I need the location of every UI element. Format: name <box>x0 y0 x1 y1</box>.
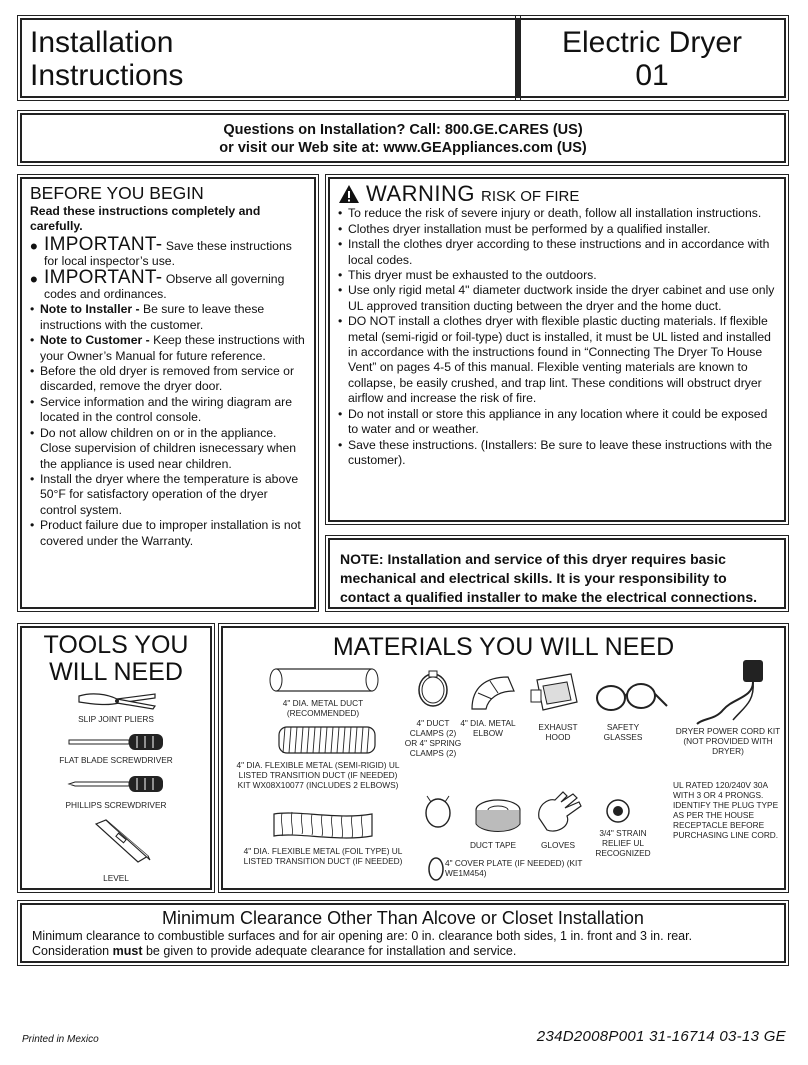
materials-title: MATERIALS YOU WILL NEED <box>332 633 675 661</box>
clamps-label: 4" DUCT CLAMPS (2) OR 4" SPRING CLAMPS (2) <box>404 718 462 758</box>
duct-clamp-icon <box>415 670 451 710</box>
tool-label: LEVEL <box>103 873 129 883</box>
duct-tape-icon <box>473 796 523 838</box>
clearance-emphasis: must <box>112 944 143 958</box>
metal-elbow-icon <box>468 673 518 713</box>
clearance-section <box>20 903 786 963</box>
tool-label: FLAT BLADE SCREWDRIVER <box>59 755 173 765</box>
clearance-text: be given to provide adequate clearance for installation and service. <box>145 944 517 958</box>
before-list <box>30 233 306 549</box>
safety-glasses-icon <box>593 680 669 714</box>
list-item: • Service information and the wiring diagram are located in the control console. <box>30 395 306 426</box>
strain-relief-label: 3/4" STRAIN RELIEF UL RECOGNIZED <box>595 828 651 858</box>
list-item: • To reduce the risk of severe injury or death, follow all installation instructions. <box>338 206 776 221</box>
foil-duct-label: 4" DIA. FLEXIBLE METAL (FOIL TYPE) UL LISTED TRANSITION DUCT (IF NEEDED) <box>243 846 403 866</box>
header-product-box <box>518 18 786 98</box>
cover-plate-label: 4" COVER PLATE (IF NEEDED) (KIT WE1M454) <box>445 858 583 878</box>
level-icon <box>92 818 152 868</box>
cord-note-label: UL RATED 120/240V 30A WITH 3 OR 4 PRONGS. IDENTIFY THE PLUG TYPE AS PER THE HOUSE RECEPTACLE BEFORE PURCHASING LINE CORD. <box>673 780 779 840</box>
elbow-label: 4" DIA. METAL ELBOW <box>460 718 516 738</box>
gloves-icon <box>533 788 589 838</box>
note-text: Be sure to leave these instructions with the customer. <box>40 302 265 332</box>
product-line-1: Electric Dryer <box>561 26 742 59</box>
important-label: IMPORTANT- <box>44 233 163 255</box>
list-item: • Clothes dryer installation must be performed by a qualified installer. <box>338 222 776 237</box>
warning-list <box>338 206 776 468</box>
note-installer <box>30 302 306 333</box>
questions-line-2: or visit our Web site at: www.GEAppliances.com (US) <box>219 140 587 156</box>
header-title-box <box>20 18 518 98</box>
clearance-text: Consideration <box>32 944 110 958</box>
note-label: Note to Installer - <box>40 302 140 317</box>
before-you-begin-section <box>20 177 316 609</box>
exhaust-hood-icon <box>531 672 581 714</box>
tools-title <box>22 632 210 686</box>
list-item: • Do not allow children on or in the appliance. Close supervision of children isnecessary when the appliance is used near children. <box>30 426 306 472</box>
tools-title-line-1: TOOLS YOU <box>43 631 189 659</box>
warning-heading <box>338 183 776 204</box>
note-customer <box>30 333 306 364</box>
questions-box <box>20 113 786 163</box>
before-intro: Read these instructions completely and carefully. <box>30 204 261 234</box>
glasses-label: SAFETY GLASSES <box>603 722 643 742</box>
important-label: IMPORTANT- <box>44 266 163 288</box>
power-cord-icon <box>693 658 773 730</box>
clearance-line-2 <box>32 944 774 959</box>
warning-word: WARNING <box>366 181 476 206</box>
gloves-label: GLOVES <box>540 840 576 850</box>
product-name <box>520 26 784 92</box>
materials-section <box>221 626 786 890</box>
note-text: Keep these instructions with your Owner’s Manual for future reference. <box>40 333 305 363</box>
rigid-duct-label: 4" DIA. METAL DUCT (RECOMMENDED) <box>282 698 364 718</box>
list-item: • Install the clothes dryer according to these instructions and in accordance with local codes. <box>338 237 776 268</box>
note-label: Note to Customer - <box>40 333 150 348</box>
questions-line-1: Questions on Installation? Call: 800.GE.CARES (US) <box>223 122 583 138</box>
title-line-1: Installation <box>30 26 174 59</box>
list-item: • Use only rigid metal 4" diameter ductwork inside the dryer cabinet and use only UL approved transition ducting between the dryer and the home duct. <box>338 283 776 314</box>
important-text: Observe all governing codes and ordinances. <box>44 271 285 302</box>
part-number: 234D2008P001 31-16714 03-13 GE <box>536 1028 786 1045</box>
title-line-2: Instructions <box>30 59 184 92</box>
hood-label: EXHAUST HOOD <box>538 722 578 742</box>
list-item: • Install the dryer where the temperature is above 50°F for satisfactory operation of the dryer control system. <box>30 472 306 518</box>
important-item-2 <box>30 266 306 303</box>
list-item: • Save these instructions. (Installers: Be sure to leave these instructions with the customer). <box>338 438 776 469</box>
important-item-1 <box>30 233 306 270</box>
pliers-icon <box>77 690 157 712</box>
flat-screwdriver-icon <box>67 732 167 752</box>
cover-plate-icon <box>427 856 445 882</box>
note-box <box>328 538 786 609</box>
list-item: • Before the old dryer is removed from service or discarded, remove the dryer door. <box>30 364 306 395</box>
clearance-line-1: Minimum clearance to combustible surfaces and for air opening are: 0 in. clearance both sides, 1 in. front and 3 in. rear. <box>32 929 693 943</box>
foil-duct-icon <box>268 808 378 842</box>
note-text: NOTE: Installation and service of this dryer requires basic mechanical and electrical skills. It is your responsibility to contact a qualified installer to make the electrical connections. <box>340 551 758 605</box>
duct-tape-label: DUCT TAPE <box>469 840 517 850</box>
warning-triangle-icon <box>338 184 360 204</box>
phillips-screwdriver-icon <box>67 774 167 794</box>
important-text: Save these instructions for local inspector’s use. <box>44 238 292 269</box>
before-heading: BEFORE YOU BEGIN <box>30 183 204 203</box>
tool-label: PHILLIPS SCREWDRIVER <box>65 800 167 810</box>
printed-in-label: Printed in Mexico <box>22 1034 99 1045</box>
list-item: • Product failure due to improper installation is not covered under the Warranty. <box>30 518 306 549</box>
semi-rigid-duct-icon <box>273 724 383 756</box>
strain-relief-icon <box>603 796 633 826</box>
rigid-duct-icon <box>268 666 378 694</box>
product-line-2: 01 <box>635 59 669 92</box>
tools-section <box>20 626 212 890</box>
warning-section <box>328 177 786 522</box>
spring-clamp-icon <box>423 796 453 830</box>
page-title <box>30 26 510 92</box>
semi-rigid-duct-label: 4" DIA. FLEXIBLE METAL (SEMI-RIGID) UL LISTED TRANSITION DUCT (IF NEEDED) KIT WX08X10077 (INCLUDES 2 ELBOWS) <box>236 760 400 790</box>
tool-label: SLIP JOINT PLIERS <box>78 714 154 724</box>
clearance-heading: Minimum Clearance Other Than Alcove or Closet Installation <box>162 908 644 928</box>
tools-title-line-2: WILL NEED <box>49 658 183 686</box>
list-item: • DO NOT install a clothes dryer with flexible plastic ducting materials. If flexible metal (semi-rigid or foil-type) duct is installed, it must be UL listed and installed in accordance with the instructions found in “Connecting The Dryer To House Vent” on pages 4-5 of this manual. Flexible venting materials are known to collapse, be easily crushed, and trap lint. These conditions will obstruct dryer airflow and increase the risk of fire. <box>338 314 776 406</box>
power-cord-label: DRYER POWER CORD KIT (NOT PROVIDED WITH DRYER) <box>675 726 781 756</box>
list-item: • Do not install or store this appliance in any location where it could be exposed to water and or weather. <box>338 407 776 438</box>
list-item: • This dryer must be exhausted to the outdoors. <box>338 268 776 283</box>
warning-subtitle: RISK OF FIRE <box>481 188 580 205</box>
